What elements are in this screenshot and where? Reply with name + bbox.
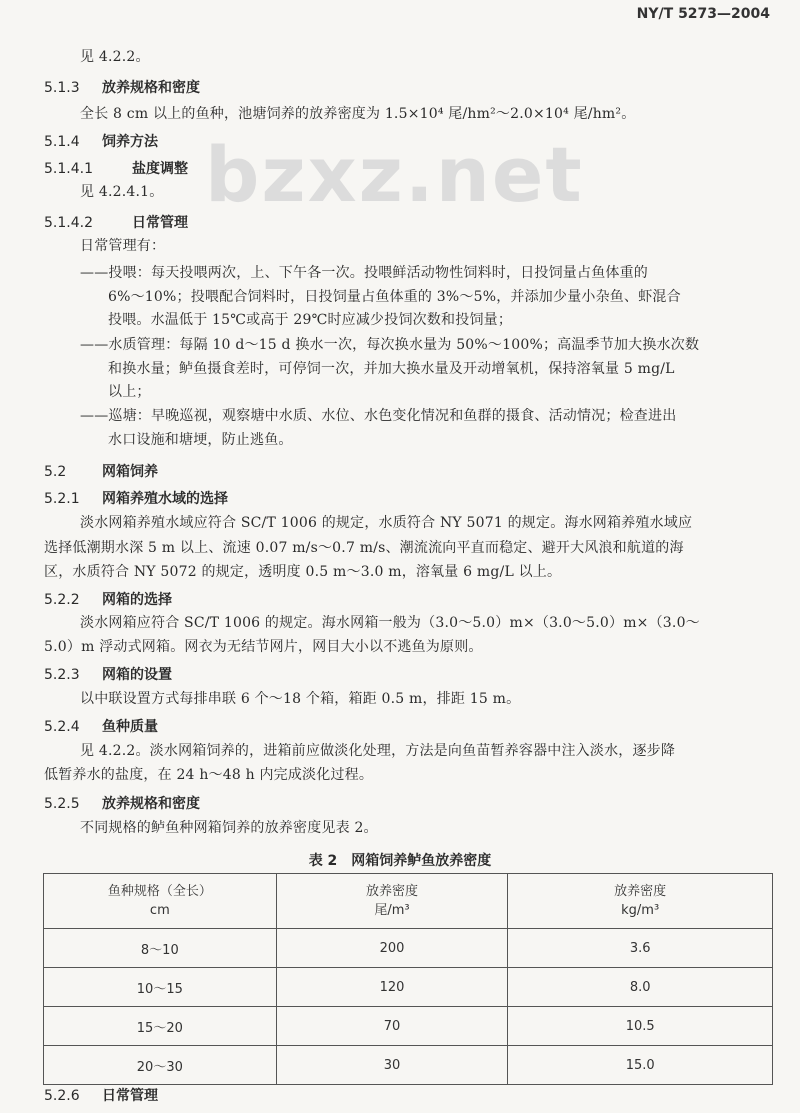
section-number: 5.1.4 bbox=[44, 134, 80, 150]
document-number: NY/T 5273—2004 bbox=[636, 6, 770, 22]
text-line: 淡水网箱养殖水域应符合 SC/T 1006 的规定，水质符合 NY 5071 的规定。海水网箱养殖水域应 bbox=[80, 515, 693, 531]
section-title: 鱼种质量 bbox=[102, 719, 158, 735]
text-line: 水口设施和塘埂，防止逃鱼。 bbox=[108, 432, 293, 448]
text-line: 见 4.2.4.1。 bbox=[80, 184, 164, 200]
section-title: 饲养方法 bbox=[102, 134, 158, 150]
section-title: 日常管理 bbox=[132, 215, 188, 231]
text-line: 不同规格的鲈鱼种网箱饲养的放养密度见表 2。 bbox=[80, 820, 378, 836]
section-title: 盐度调整 bbox=[132, 161, 188, 177]
section-heading-5-2 bbox=[44, 461, 158, 481]
table-row bbox=[44, 968, 773, 1007]
section-title: 网箱养殖水域的选择 bbox=[102, 491, 228, 507]
text-line: 投喂。水温低于 15℃或高于 29℃时应减少投饲次数和投饲量； bbox=[108, 312, 513, 328]
section-heading-5-1-4 bbox=[44, 131, 158, 151]
section-title: 放养规格和密度 bbox=[102, 80, 200, 96]
text-line: 5.0）m 浮动式网箱。网衣为无结节网片，网目大小以不逃鱼为原则。 bbox=[44, 639, 483, 655]
header-line: 放养密度 bbox=[365, 884, 418, 899]
section-heading-5-1-3 bbox=[44, 77, 200, 97]
section-number: 5.1.3 bbox=[44, 80, 80, 96]
text-line: 和换水量；鲈鱼摄食差时，可停饲一次，并加大换水量及开动增氧机，保持溶氧量 5 mg/L bbox=[108, 361, 675, 377]
table-row bbox=[44, 929, 773, 968]
section-number: 5.2.1 bbox=[44, 491, 80, 507]
header-unit: cm bbox=[149, 903, 170, 918]
table-cell: 20～30 bbox=[44, 1046, 277, 1085]
section-heading-5-2-3 bbox=[44, 664, 172, 684]
section-heading-5-1-4-2 bbox=[44, 212, 188, 232]
header-unit: kg/m³ bbox=[621, 903, 660, 918]
table-row bbox=[44, 1007, 773, 1046]
table-cell: 120 bbox=[276, 968, 508, 1007]
text-line: 低暂养水的盐度，在 24 h～48 h 内完成淡化过程。 bbox=[44, 767, 374, 783]
text-line: ——巡塘：早晚巡视，观察塘中水质、水位、水色变化情况和鱼群的摄食、活动情况；检查进出 bbox=[80, 408, 677, 424]
section-heading-5-2-2 bbox=[44, 589, 172, 609]
header-unit: 尾/m³ bbox=[374, 903, 410, 918]
table-cell: 10.5 bbox=[508, 1007, 773, 1046]
section-number: 5.1.4.2 bbox=[44, 215, 93, 231]
section-title: 网箱的选择 bbox=[102, 592, 172, 608]
table-cell: 200 bbox=[276, 929, 508, 968]
section-heading-5-2-5 bbox=[44, 793, 200, 813]
text-line: 日常管理有： bbox=[80, 238, 166, 254]
section-number: 5.2.6 bbox=[44, 1088, 80, 1104]
section-title: 网箱饲养 bbox=[102, 464, 158, 480]
section-number: 5.2.3 bbox=[44, 667, 80, 683]
section-title: 放养规格和密度 bbox=[102, 796, 200, 812]
text-line: 见 4.2.2。 bbox=[80, 49, 150, 65]
section-number: 5.2.4 bbox=[44, 719, 80, 735]
section-title: 日常管理 bbox=[102, 1088, 158, 1104]
text-line: ——投喂：每天投喂两次，上、下午各一次。投喂鲜活动物性饲料时，日投饲量占鱼体重的 bbox=[80, 265, 648, 281]
text-line: 以上； bbox=[108, 384, 151, 400]
section-number: 5.2.2 bbox=[44, 592, 80, 608]
table-cell: 70 bbox=[276, 1007, 508, 1046]
section-heading-5-1-4-1 bbox=[44, 158, 188, 178]
section-heading-5-2-6 bbox=[44, 1085, 158, 1105]
watermark: bzxz.net bbox=[205, 130, 584, 219]
header-line: 鱼种规格（全长） bbox=[107, 884, 212, 899]
table-cell: 15～20 bbox=[44, 1007, 277, 1046]
text-line: 见 4.2.2。淡水网箱饲养的，进箱前应做淡化处理，方法是向鱼苗暂养容器中注入淡水，逐步降 bbox=[80, 743, 676, 759]
table-row bbox=[44, 1046, 773, 1085]
table-cell: 15.0 bbox=[508, 1046, 773, 1085]
section-number: 5.2.5 bbox=[44, 796, 80, 812]
text-line: 区，水质符合 NY 5072 的规定，透明度 0.5 m～3.0 m，溶氧量 6 mg/L 以上。 bbox=[44, 564, 562, 580]
table-cell: 8～10 bbox=[44, 929, 277, 968]
section-title: 网箱的设置 bbox=[102, 667, 172, 683]
table-header-row bbox=[44, 874, 773, 929]
table-caption: 表 2 网箱饲养鲈鱼放养密度 bbox=[308, 853, 492, 869]
stocking-density-table bbox=[43, 873, 773, 1085]
text-line: 以中联设置方式每排串联 6 个～18 个箱，箱距 0.5 m，排距 15 m。 bbox=[80, 691, 521, 707]
column-header bbox=[276, 874, 508, 929]
table-cell: 10～15 bbox=[44, 968, 277, 1007]
text-line: 6%～10%；投喂配合饲料时，日投饲量占鱼体重的 3%～5%，并添加少量小杂鱼、虾混合 bbox=[108, 289, 681, 305]
section-number: 5.1.4.1 bbox=[44, 161, 93, 177]
column-header bbox=[508, 874, 773, 929]
text-line: 选择低潮期水深 5 m 以上、流速 0.07 m/s～0.7 m/s、潮流流向平直而稳定、避开大风浪和航道的海 bbox=[44, 540, 684, 556]
table-cell: 8.0 bbox=[508, 968, 773, 1007]
table-cell: 30 bbox=[276, 1046, 508, 1085]
text-line: 淡水网箱应符合 SC/T 1006 的规定。海水网箱一般为（3.0～5.0）m×（3.0～5.0）m×（3.0～ bbox=[80, 615, 700, 631]
text-line: 全长 8 cm 以上的鱼种，池塘饲养的放养密度为 1.5×10⁴ 尾/hm²～2.0×10⁴ 尾/hm²。 bbox=[80, 106, 636, 122]
text-line: ——水质管理：每隔 10 d～15 d 换水一次，每次换水量为 50%～100%；高温季节加大换水次数 bbox=[80, 337, 700, 353]
section-number: 5.2 bbox=[44, 464, 67, 480]
header-line: 放养密度 bbox=[614, 884, 667, 899]
column-header bbox=[44, 874, 277, 929]
table-cell: 3.6 bbox=[508, 929, 773, 968]
section-heading-5-2-1 bbox=[44, 488, 228, 508]
section-heading-5-2-4 bbox=[44, 716, 158, 736]
